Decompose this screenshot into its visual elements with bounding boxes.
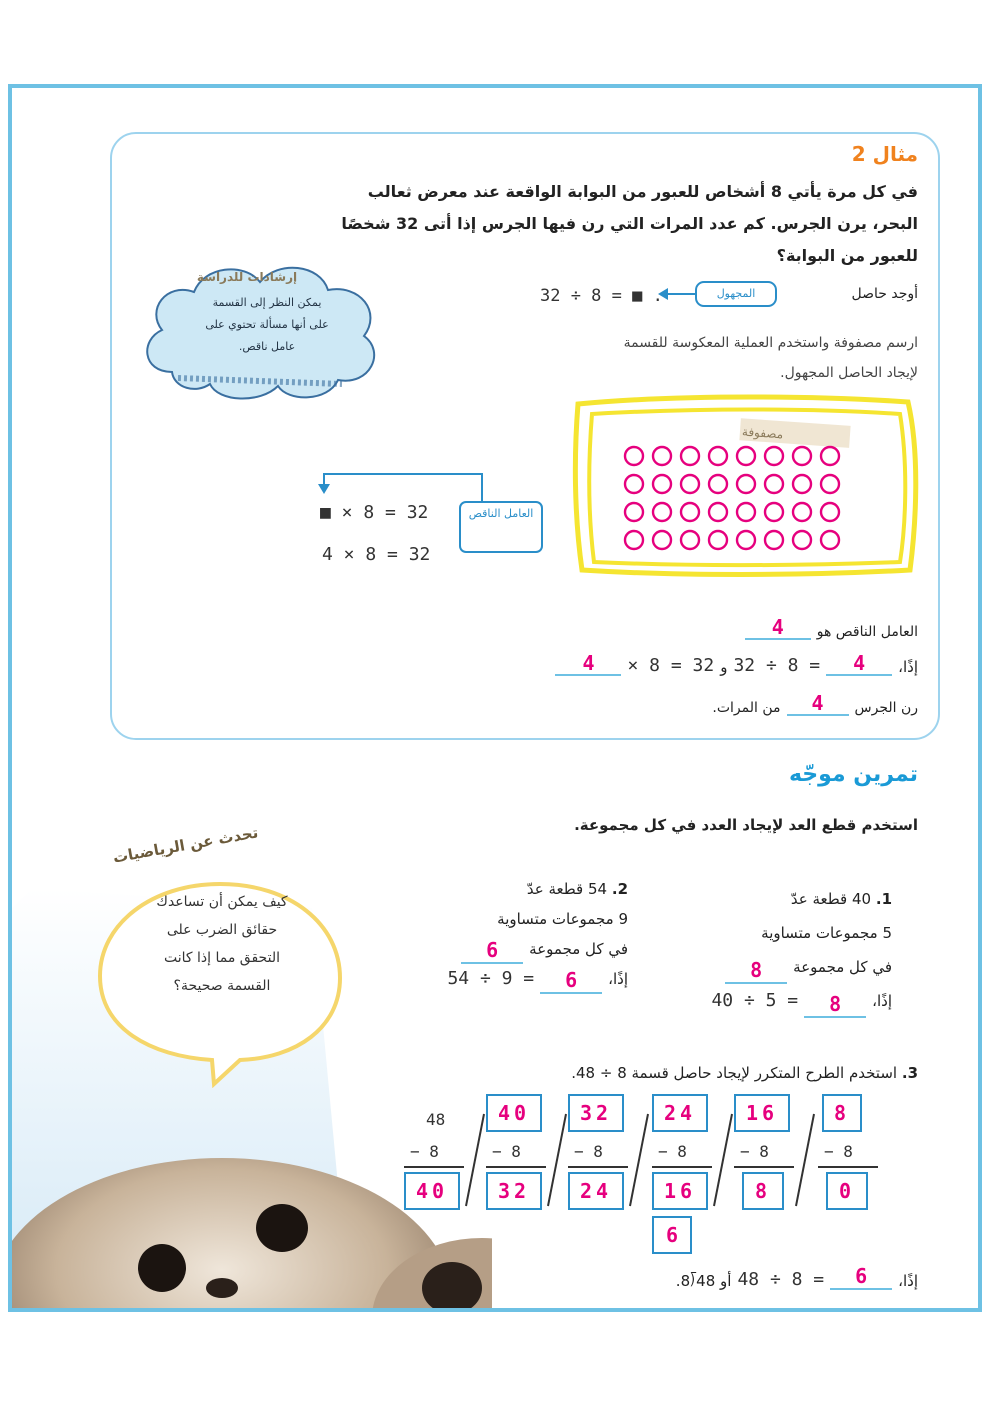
array-dot xyxy=(765,475,783,493)
top-box[interactable]: 32 xyxy=(568,1094,624,1132)
array-dot xyxy=(625,503,643,521)
array-dot xyxy=(737,447,755,465)
array-dots xyxy=(625,447,839,549)
array-dot xyxy=(709,503,727,521)
so-eq-b: × 8 = 32 xyxy=(627,655,715,676)
array-dot xyxy=(765,447,783,465)
q2-line-3: في كل مجموعة xyxy=(529,940,628,958)
carry-arrow xyxy=(548,1114,566,1206)
array-dot xyxy=(821,503,839,521)
bell-text-a: رن الجرس xyxy=(854,700,918,716)
q2-answer[interactable]: 6 xyxy=(461,938,523,964)
array-dot xyxy=(765,531,783,549)
example-title: مثال 2 xyxy=(851,142,918,166)
question-2 xyxy=(368,874,628,994)
problem-line-3: للعبور من البوابة؟ xyxy=(776,246,918,265)
array-dot xyxy=(653,531,671,549)
talk-line-1: كيف يمكن أن تساعدك xyxy=(156,894,288,910)
q1-equation: 40 ÷ 5 = xyxy=(711,990,799,1011)
array-dot xyxy=(653,475,671,493)
answer-1[interactable]: 4 xyxy=(745,616,811,640)
q2-number: 2. xyxy=(611,880,628,898)
q2-answer-2[interactable]: 6 xyxy=(540,968,602,994)
example-equation: 32 ÷ 8 = ■ . xyxy=(540,286,663,306)
question-1 xyxy=(632,882,892,1018)
minus-eight: − 8 xyxy=(410,1142,439,1161)
array-dot xyxy=(625,447,643,465)
array-dot xyxy=(681,447,699,465)
bottom-box[interactable]: 8 xyxy=(742,1172,784,1210)
q2-line-2: 9 مجموعات متساوية xyxy=(497,910,628,928)
talk-line-2: حقائق الضرب على xyxy=(166,922,278,938)
q1-answer-2[interactable]: 8 xyxy=(804,992,866,1018)
mult-equation-2: 4 × 8 = 32 xyxy=(322,544,431,565)
q3-text: استخدم الطرح المتكرر لإيجاد حاصل قسمة 8 ÷ 48. xyxy=(571,1064,898,1082)
q2-line-1: 54 قطعة عدّ xyxy=(526,880,608,898)
carry-arrow xyxy=(714,1114,732,1206)
final-equation: 48 ÷ 8 = xyxy=(737,1269,825,1290)
top-box[interactable]: 40 xyxy=(486,1094,542,1132)
final-tail: أو 48⟌8. xyxy=(675,1272,732,1290)
answer-3[interactable]: 4 xyxy=(555,652,621,676)
bottom-box[interactable]: 0 xyxy=(826,1172,868,1210)
minus-eight: − 8 xyxy=(824,1142,853,1161)
missing-factor-is-text: العامل الناقص هو xyxy=(816,624,918,640)
problem-line-1: في كل مرة يأتي 8 أشخاص للعبور من البوابة الواقعة عند معرض ثعالب xyxy=(367,182,918,201)
problem-line-2: البحر، يرن الجرس. كم عدد المرات التي رن فيها الجرس إذا أتى 32 شخصًا xyxy=(341,214,918,233)
bottom-box[interactable]: 16 xyxy=(652,1172,708,1210)
unknown-label: المجهول xyxy=(716,287,756,300)
q1-line-1: 40 قطعة عدّ xyxy=(790,890,872,908)
q2-equation: 54 ÷ 9 = xyxy=(447,968,535,989)
final-so: إذًا، xyxy=(898,1272,918,1290)
cloud-line-1: يمكن النظر إلى القسمة xyxy=(212,296,322,309)
array-label: مصفوفة xyxy=(741,424,784,442)
so-eq-a: 32 ÷ 8 = xyxy=(733,655,821,676)
top-box[interactable]: 8 xyxy=(822,1094,862,1132)
carry-arrow xyxy=(630,1114,648,1206)
q1-so: إذًا، xyxy=(872,992,892,1010)
subtraction-rule xyxy=(652,1166,712,1168)
minus-eight: − 8 xyxy=(658,1142,687,1161)
array-dot xyxy=(681,531,699,549)
page-frame xyxy=(8,84,982,1312)
answer-4[interactable]: 4 xyxy=(787,692,849,716)
talk-line-4: القسمة صحيحة؟ xyxy=(173,978,271,994)
q2-so: إذًا، xyxy=(608,970,628,988)
so-line xyxy=(555,652,918,676)
subtraction-rule xyxy=(734,1166,794,1168)
question-3 xyxy=(571,1064,918,1082)
sub-start: 48 xyxy=(426,1110,446,1129)
count-box[interactable]: 6 xyxy=(652,1216,692,1254)
array-dot xyxy=(709,531,727,549)
array-dot xyxy=(737,503,755,521)
cloud-title: إرشادات للدراسة xyxy=(196,270,298,284)
minus-eight: − 8 xyxy=(492,1142,521,1161)
array-dot xyxy=(653,503,671,521)
array-dot xyxy=(793,531,811,549)
final-line xyxy=(676,1264,918,1290)
example-problem xyxy=(318,176,918,272)
q1-answer[interactable]: 8 xyxy=(725,958,787,984)
array-dot xyxy=(681,503,699,521)
q1-line-2: 5 مجموعات متساوية xyxy=(761,924,892,942)
bottom-box[interactable]: 24 xyxy=(568,1172,624,1210)
array-dot xyxy=(737,475,755,493)
subtraction-rule xyxy=(818,1166,878,1168)
array-dot xyxy=(793,475,811,493)
so-text: إذًا، xyxy=(898,658,918,676)
draw-instruction xyxy=(624,328,918,388)
array-dot xyxy=(681,475,699,493)
cloud-line-2: على أنها مسألة تحتوي على xyxy=(205,318,329,331)
subtraction-rule xyxy=(486,1166,546,1168)
q1-number: 1. xyxy=(875,890,892,908)
missing-factor-line xyxy=(745,616,918,640)
so-and: و xyxy=(720,658,728,676)
bell-line xyxy=(712,692,918,716)
top-box[interactable]: 24 xyxy=(652,1094,708,1132)
guided-title: تمرين موجّه xyxy=(788,762,918,787)
array-dot xyxy=(765,503,783,521)
final-answer[interactable]: 6 xyxy=(830,1264,892,1290)
talk-line-3: التحقق مما إذا كانت xyxy=(164,950,280,966)
minus-eight: − 8 xyxy=(740,1142,769,1161)
array-dot xyxy=(709,475,727,493)
guided-instruction: استخدم قطع العد لإيجاد العدد في كل مجموعة. xyxy=(574,816,918,834)
subtraction-rule xyxy=(568,1166,628,1168)
talk-text xyxy=(108,888,336,1000)
cloud-line-3: عامل ناقص. xyxy=(238,340,296,353)
talk-title: تحدث عن الرياضيات xyxy=(111,823,260,867)
array-dot xyxy=(737,531,755,549)
subtraction-rule xyxy=(404,1166,464,1168)
find-quotient-text: أوجد حاصل xyxy=(851,286,918,302)
array-dot xyxy=(625,531,643,549)
array-dot xyxy=(821,475,839,493)
array-dot xyxy=(625,475,643,493)
mult-equation-1: ■ × 8 = 32 xyxy=(320,502,429,523)
draw-line-1: ارسم مصفوفة واستخدم العملية المعكوسة للقسمة xyxy=(623,335,918,351)
array-dot xyxy=(793,503,811,521)
array-dot xyxy=(709,447,727,465)
carry-arrow xyxy=(466,1114,484,1206)
bell-text-b: من المرات. xyxy=(712,700,781,716)
bottom-box[interactable]: 32 xyxy=(486,1172,542,1210)
array-figure xyxy=(564,384,934,584)
minus-eight: − 8 xyxy=(574,1142,603,1161)
array-dot xyxy=(653,447,671,465)
missing-factor-label: العامل الناقص xyxy=(468,507,534,520)
answer-2[interactable]: 4 xyxy=(826,652,892,676)
array-dot xyxy=(821,447,839,465)
copyright-strip xyxy=(48,958,60,1258)
top-box[interactable]: 16 xyxy=(734,1094,790,1132)
array-dot xyxy=(793,447,811,465)
draw-line-2: لإيجاد الحاصل المجهول. xyxy=(780,365,918,381)
array-dot xyxy=(821,531,839,549)
q1-line-3: في كل مجموعة xyxy=(793,958,892,976)
carry-arrow xyxy=(796,1114,814,1206)
bottom-box[interactable]: 40 xyxy=(404,1172,460,1210)
cloud-text xyxy=(172,292,362,358)
q3-number: 3. xyxy=(901,1064,918,1082)
